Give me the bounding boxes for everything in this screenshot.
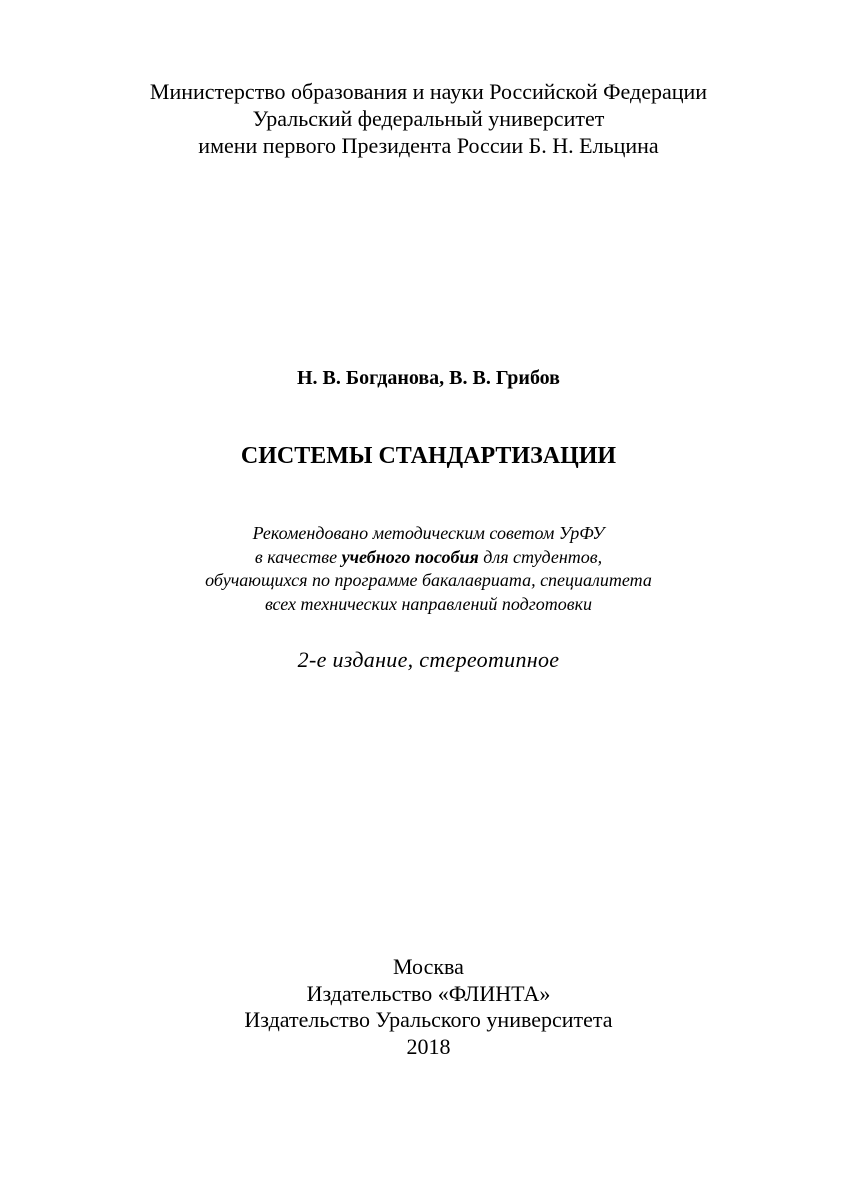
edition-note xyxy=(0,646,857,674)
recommendation-line-2-end: для студентов, xyxy=(478,546,603,567)
recommendation-line-4: всех технических направлений подготовки xyxy=(264,593,593,614)
edition-text: 2-е издание, стереотипное xyxy=(297,647,560,672)
imprint-publisher-ural: Издательство Уральского университета xyxy=(244,1007,613,1032)
ministry-line: Министерство образования и науки Российской Федерации xyxy=(149,79,708,104)
university-dedication-line: имени первого Президента России Б. Н. Ельцина xyxy=(198,133,659,158)
recommendation-line-1: Рекомендовано методическим советом УрФУ xyxy=(252,523,605,543)
ministry-header xyxy=(0,78,857,159)
book-title xyxy=(0,441,857,471)
authors xyxy=(0,366,857,390)
authors-line: Н. В. Богданова, В. В. Грибов xyxy=(297,367,560,389)
recommendation-line-3: обучающихся по программе бакалавриата, специалитета xyxy=(205,570,652,590)
recommendation-line-2-start: в качестве xyxy=(254,546,342,567)
imprint-publisher-flinta: Издательство «ФЛИНТА» xyxy=(306,980,551,1006)
imprint xyxy=(0,954,857,1060)
imprint-year: 2018 xyxy=(406,1033,451,1059)
book-title-text: СИСТЕМЫ СТАНДАРТИЗАЦИИ xyxy=(240,443,617,469)
recommendation-line-2 xyxy=(0,546,857,570)
imprint-city: Москва xyxy=(393,954,464,979)
textbook-type-emphasis: учебного пособия xyxy=(341,546,479,567)
recommendation-note xyxy=(0,522,857,616)
university-line: Уральский федеральный университет xyxy=(252,106,605,131)
